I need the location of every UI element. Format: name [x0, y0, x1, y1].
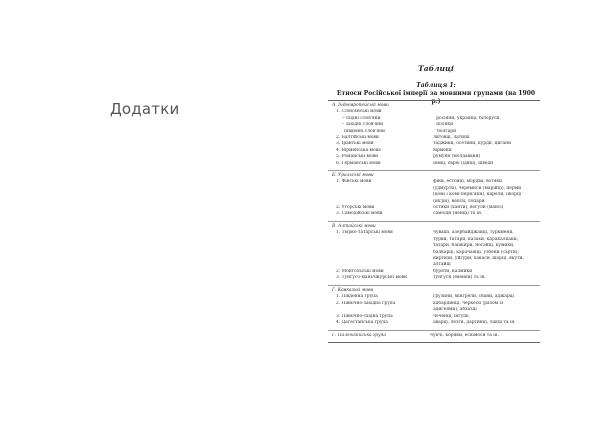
section-gg-header: Ґ. Палеоазійська група: [332, 333, 386, 338]
table-title: Етноси Російської імперії за мовними групами (на 1900 р.): [336, 90, 536, 105]
peoples-cell: чуваші, азербайджанці, туркмени,: [433, 230, 514, 236]
lang-cell: 2. Угорські мови: [336, 205, 375, 211]
peoples-cell: киргизи, уйгури, хакаси, шорці, якути,: [433, 256, 524, 262]
peoples-cell: поляки: [436, 122, 454, 128]
lang-cell: південні слов'яни: [344, 128, 385, 134]
section-divider: [328, 330, 540, 331]
lang-cell: 1. Фінські мови: [336, 179, 372, 185]
lang-cell: 2. Балтійські мови: [336, 135, 379, 141]
lang-cell: 1. Слов'янські мови: [336, 109, 382, 115]
table-row: [332, 161, 542, 167]
tables-heading: Таблиці: [418, 64, 454, 73]
table-row: [332, 211, 542, 217]
peoples-cell: румуни (молдавани): [433, 154, 481, 160]
peoples-cell: грузини, мінгрели, свани, аджарці: [433, 294, 514, 300]
peoples-cell: тунгуси (евенки) та ін.: [433, 275, 486, 281]
section-b-header: Б. Уральські мови: [332, 173, 374, 178]
section-v-header: В. Алтайські мови: [332, 224, 376, 229]
peoples-cell: вірмени: [433, 147, 452, 153]
peoples-cell: чукчі, коряки, ескімоси та ін.: [430, 333, 499, 338]
section-divider: [328, 221, 540, 222]
peoples-cell: аварці, лезги, даргинці, лакці та ін.: [433, 320, 516, 326]
peoples-cell: чеченці, інгуші: [433, 313, 469, 319]
peoples-cell: фіни, естонці, мордва, вотяки: [433, 179, 503, 185]
peoples-cell: (комі і комі-перм'яки), карели, іжорці: [433, 192, 522, 198]
lang-cell: 1. Південна група: [336, 294, 378, 300]
table-section-v: [332, 224, 542, 282]
lang-cell: 6. Германські мови: [336, 160, 381, 166]
table-row: [332, 333, 542, 339]
lang-cell: 2. Монгольські мови: [336, 268, 384, 274]
section-title: Додатки: [110, 100, 180, 118]
section-a-header: А. Індоєвропейські мови: [332, 103, 389, 108]
lang-cell: 3. Іранські мови: [336, 141, 374, 147]
lang-cell: 3. Тунгусо-маньчжурські мови: [336, 275, 408, 281]
table-section-a: [332, 103, 542, 167]
lang-cell: 3. Самодійські мови: [336, 211, 383, 217]
lang-cell: – східні слов'яни: [342, 115, 381, 121]
lang-cell: 4. Вірменська мова: [336, 147, 381, 153]
peoples-cell: остяки (ханти), вогули (мансі): [433, 205, 504, 211]
table-row: [332, 320, 542, 326]
peoples-cell: німці, євреї (ідиш), шведи: [433, 160, 494, 166]
peoples-cell: (удмурти), черемиси (марійці), перми: [433, 185, 522, 191]
lang-cell: 1. Тюрко-татарські мови: [336, 230, 393, 236]
peoples-cell: турки, татари, казахи, каракалпаки,: [433, 236, 519, 242]
table-top-rule: [328, 100, 540, 101]
lang-cell: 4. Дагестанська група: [336, 320, 388, 326]
peoples-cell: росіяни, українці, білоруси: [436, 115, 500, 121]
table-bottom-rule: [328, 342, 540, 343]
peoples-cell: литовці, латиші: [433, 135, 470, 141]
table-section-g: [332, 288, 542, 326]
table-section-gg: [332, 333, 542, 339]
peoples-cell: алтайці: [433, 262, 451, 268]
section-divider: [328, 285, 540, 286]
peoples-cell: болгари: [437, 128, 457, 134]
table-row: [332, 275, 542, 281]
lang-cell: 3. Північно-східна група: [336, 313, 393, 319]
peoples-cell: адигеями), абхазці: [433, 307, 477, 313]
table-section-b: [332, 173, 542, 218]
peoples-cell: кабардинці, черкеси (разом із: [433, 300, 504, 306]
section-g-header: Г. Кавказькі мови: [332, 288, 374, 293]
peoples-cell: (інгри), вепси, лопари: [433, 198, 485, 204]
lang-cell: 2. Північно-західна група: [336, 300, 396, 306]
section-divider: [328, 170, 540, 171]
lang-cell: – західні слов'яни: [342, 122, 384, 128]
peoples-cell: буряти, калмики: [433, 268, 473, 274]
peoples-cell: татари, башкири, ногайці, кумики,: [433, 243, 515, 249]
peoples-cell: балкарці, карачаївці, узбеки (сарти),: [433, 249, 519, 255]
peoples-cell: таджики, осетини, курди, цигани: [433, 141, 512, 147]
peoples-cell: самоїди (ненці) та ін.: [433, 211, 483, 217]
lang-cell: 5. Романські мови: [336, 154, 378, 160]
table-number: Таблиця 1:: [416, 82, 456, 89]
